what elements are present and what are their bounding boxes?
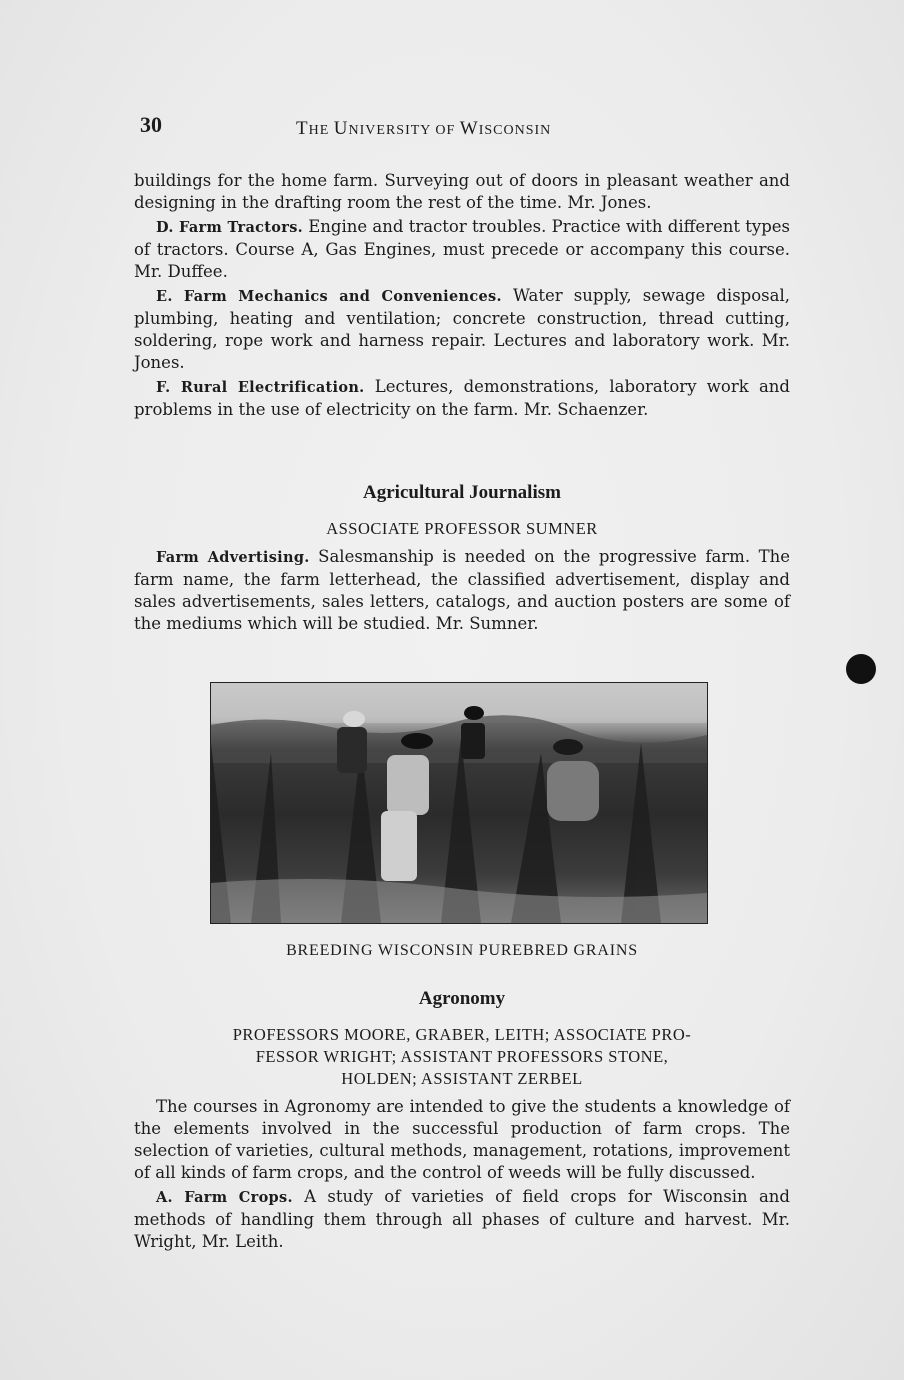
continued-paragraph: buildings for the home farm. Surveying out of doors in pleasant weather and designing in the drafting room the rest of the time. Mr. Jones. (134, 171, 790, 212)
agronomy-section (134, 1096, 790, 1255)
course-entry (134, 216, 790, 283)
course-name: D. Farm Tractors. (156, 219, 304, 236)
faculty-journalism: ASSOCIATE PROFESSOR SUMNER (326, 519, 598, 538)
section-title-journalism: Agricultural Journalism (363, 482, 561, 503)
course-name: A. Farm Crops. (156, 1189, 293, 1206)
course-name: Farm Advertising. (156, 549, 310, 566)
course-name: F. Rural Electrification. (156, 379, 365, 396)
photo-caption: BREEDING WISCONSIN PUREBRED GRAINS (286, 942, 638, 959)
course-description: A study of varieties of field crops for Wisconsin and methods of handling them through all phases of culture and harvest. Mr. Wright, Mr. Leith. (134, 1187, 790, 1251)
running-head: THE UNIVERSITY OF WISCONSIN (296, 118, 552, 139)
agronomy-intro: The courses in Agronomy are intended to give the students a knowledge of the elements involved in the successful production of farm crops. The selection of varieties, cultural methods, management, rotations, improvement of all kinds of farm crops, and the control of weeds will be fully discussed. (134, 1097, 790, 1182)
page-number: 30 (140, 112, 162, 137)
course-description: Engine and tractor troubles. Practice with different types of tractors. Course A, Gas Engines, must precede or accompany this course. Mr. Duffee. (134, 217, 791, 281)
farm-mechanics-section (134, 170, 790, 423)
journalism-section (134, 546, 790, 637)
course-entry (134, 285, 790, 374)
course-entry (134, 376, 790, 421)
course-name: E. Farm Mechanics and Conveniences. (156, 288, 502, 305)
field-photograph (210, 682, 708, 924)
course-description: Salesmanship is needed on the progressive farm. The farm name, the farm letterhead, the classified advertisement, display and sales advertisements, sales letters, catalogs, and auction posters are some of the mediums which will be studied. Mr. Sumner. (134, 547, 790, 633)
photo-illustration (211, 683, 707, 923)
course-entry (134, 546, 790, 635)
course-description: Water supply, sewage disposal, plumbing, heating and ventilation; concrete construction, thread cutting, soldering, rope work and harness repair. Lectures and laboratory work. Mr. Jones. (134, 286, 790, 372)
faculty-line: FESSOR WRIGHT; ASSISTANT PROFESSORS STONE, (255, 1047, 669, 1066)
punch-hole-mark (846, 654, 876, 684)
page-header (138, 112, 798, 148)
faculty-line: PROFESSORS MOORE, GRABER, LEITH; ASSOCIATE PRO- (232, 1025, 692, 1044)
faculty-line: HOLDEN; ASSISTANT ZERBEL (341, 1069, 583, 1088)
course-description: Lectures, demonstrations, laboratory work and problems in the use of electricity on the farm. Mr. Schaenzer. (134, 377, 790, 419)
course-entry (134, 1186, 790, 1253)
faculty-agronomy (134, 1024, 790, 1090)
section-title-agronomy: Agronomy (418, 988, 506, 1009)
